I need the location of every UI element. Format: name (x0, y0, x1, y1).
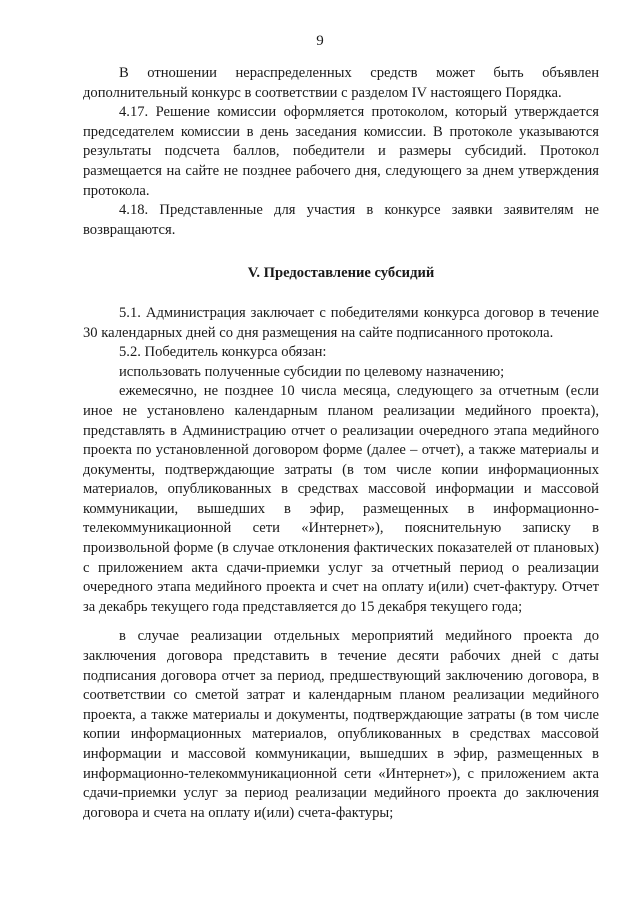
paragraph: В отношении нераспределенных средств может быть объявлен дополнительный конкурс в соответствии с разделом IV настоящего Порядка. (83, 65, 599, 101)
paragraph: ежемесячно, не позднее 10 числа месяца, следующего за отчетным (если иное не установлено календарным планом реализации медийного проекта), представлять в Администрацию отчет о реализации очередного этапа медийного проекта по установленной договором форме (далее – отчет), а также материалы и документы, подтверждающие затраты (в том числе копии информационных материалов, опубликованных в средствах массовой информации и массовой коммуникации, вышедших в эфир, размещенных в информационно-телекоммуникационной сети «Интернет»), пояснительную записку в произвольной форме (в случае отклонения фактических показателей от плановых) с приложением акта сдачи-приемки услуг за отчетный период о реализации очередного этапа медийного проекта и счет на оплату и(или) счет-фактуру. Отчет за декабрь текущего года представляется до 15 декабря текущего года; (83, 383, 599, 615)
paragraph-5-1: 5.1. Администрация заключает с победителями конкурса договор в течение 30 календарных дней со дня размещения на сайте подписанного протокола. (83, 304, 599, 341)
paragraph-4-18: 4.18. Представленные для участия в конкурсе заявки заявителям не возвращаются. (83, 202, 599, 238)
paragraph-5-2: 5.2. Победитель конкурса обязан: (119, 344, 327, 361)
section-heading: V. Предоставление субсидий (247, 265, 435, 282)
document-body (83, 64, 599, 823)
paragraph: в случае реализации отдельных мероприятий медийного проекта до заключения договора представить в течение десяти рабочих дней с даты подписания договора отчет за период, предшествующий заключению договора, в соответствии со сметой затрат и календарным планом реализации медийного проекта, а также материалы и документы, подтверждающие затраты (в том числе копии информационных материалов, опубликованных в средствах массовой информации и массовой коммуникации, вышедших в эфир, размещенных в информационно-телекоммуникационной сети «Интернет»), с приложением акта сдачи-приемки услуг за период реализации медийного проекта до заключения договора и счета на оплату и(или) счета-фактуры; (83, 628, 599, 821)
paragraph-4-17: 4.17. Решение комиссии оформляется протоколом, который утверждается председателем комиссии в день заседания комиссии. В протоколе указываются результаты подсчета баллов, победители и размеры субсидий. Протокол размещается на сайте не позднее рабочего дня, следующего за днем утверждения протокола. (83, 104, 599, 199)
page-number: 9 (316, 33, 324, 49)
paragraph: использовать полученные субсидии по целевому назначению; (119, 363, 505, 380)
